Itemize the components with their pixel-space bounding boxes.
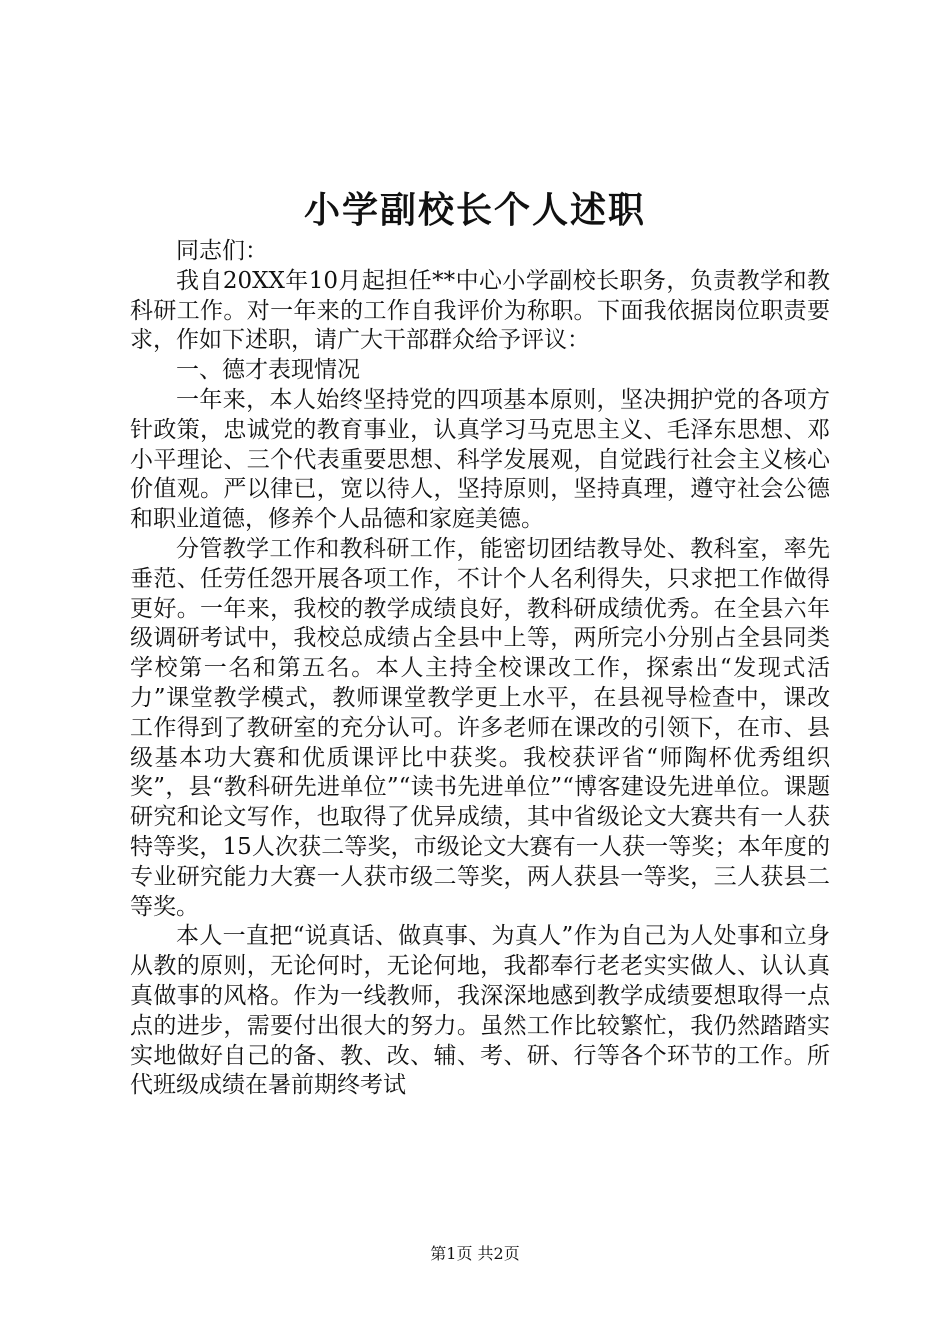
salutation: 同志们： bbox=[176, 238, 268, 264]
paragraph-teaching-work: 分管教学工作和教科研工作，能密切团结教导处、教科室，率先垂范、任劳任怨开展各项工作，不计个人名利得失，只求把工作做得更好。一年来，我校的教学成绩良好，教科研成绩优秀。在全县六年级调研考试中，我校总成绩占全县中上等，两所完小分别占全县同类学校第一名和第五名。本人主持全校课改工作，探索出“发现式活力”课堂教学模式，教师课堂教学更上水平，在县视导检查中，课改工作得到了教研室的充分认可。许多老师在课改的引领下，在市、县级基本功大赛和优质课评比中获奖。我校获评省“师陶杯优秀组织奖”，县“教科研先进单位”“读书先进单位”“博客建设先进单位。课题研究和论文写作，也取得了优异成绩，其中省级论文大赛共有一人获特等奖，15人次获二等奖，市级论文大赛有一人获一等奖；本年度的专业研究能力大赛一人获市级二等奖，两人获县一等奖，三人获县二等奖。 bbox=[130, 535, 830, 920]
paragraph-moral-ability: 一年来，本人始终坚持党的四项基本原则，坚决拥护党的各项方针政策，忠诚党的教育事业，认真学习马克思主义、毛泽东思想、邓小平理论、三个代表重要思想、科学发展观，自觉践行社会主义核心价值观。严以律已，宽以待人，坚持原则，坚持真理，遵守社会公德和职业道德，修养个人品德和家庭美德。 bbox=[130, 386, 830, 533]
page-title: 小学副校长个人述职 bbox=[303, 189, 646, 231]
document-body bbox=[130, 237, 830, 1101]
paragraph-intro: 我自20XX年10月起担任**中心小学副校长职务，负责教学和教科研工作。对一年来的工作自我评价为称职。下面我依据岗位职责要求，作如下述职，请广大干部群众给予评议： bbox=[130, 267, 830, 354]
paragraph-principles: 本人一直把“说真话、做真事、为真人”作为自己为人处事和立身从教的原则，无论何时，无论何地，我都奉行老老实实做人、认认真真做事的风格。作为一线教师，我深深地感到教学成绩要想取得一点点的进步，需要付出很大的努力。虽然工作比较繁忙，我仍然踏踏实实地做好自己的备、教、改、辅、考、研、行等各个环节的工作。所代班级成绩在暑前期终考试 bbox=[130, 923, 830, 1099]
section-heading: 一、德才表现情况 bbox=[176, 357, 360, 384]
page-footer: 第1页 共2页 bbox=[430, 1244, 520, 1263]
